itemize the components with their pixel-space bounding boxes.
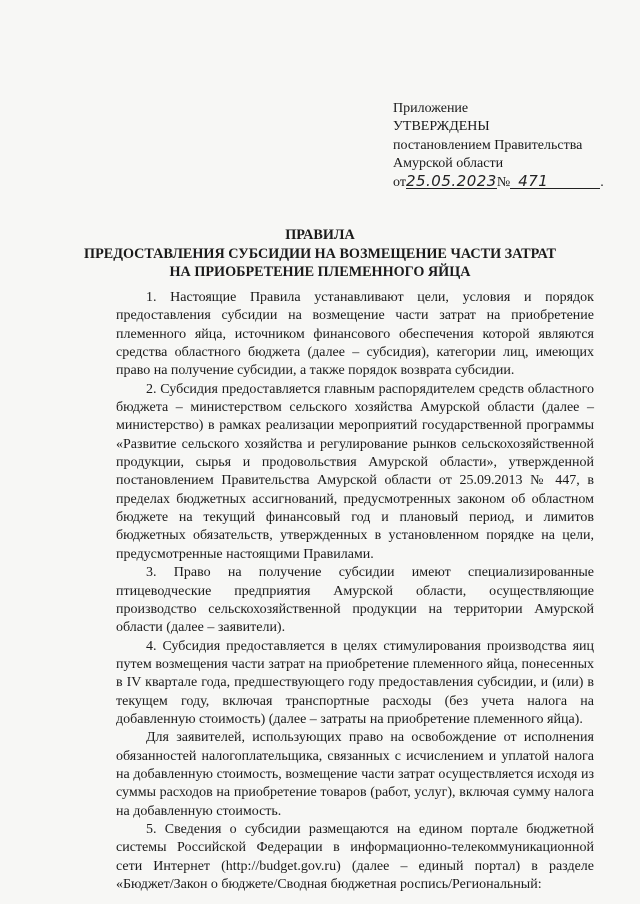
handwritten-date: 25.05.2023 [405,171,497,190]
date-number-line [393,171,623,192]
handwritten-number: 471 [510,174,600,189]
document-heading [40,226,600,282]
trailing-dot: . [600,174,604,190]
document-subtitle-line1: ПРЕДОСТАВЛЕНИЯ СУБСИДИИ НА ВОЗМЕЩЕНИЕ ЧАСТИ ЗАТРАТ [84,245,556,262]
document-subtitle-line2: НА ПРИОБРЕТЕНИЕ ПЛЕМЕННОГО ЯЙЦА [169,264,471,281]
approved-label: УТВЕРЖДЕНЫ [393,119,490,135]
number-label: № [496,174,511,190]
approved-by-line: постановлением Правительства [393,137,583,153]
appendix-label: Приложение [393,101,469,116]
paragraph-4-continued: Для заявителей, использующих право на освобождение от исполнения обязанностей налогоплательщика, связанных с исчислением и уплатой налога на добавленную стоимость, возмещение части затрат осуществляется исходя из суммы расходов на приобретение товаров (работ, услуг), включая сумму налога на добавленную стоимость. [116,730,594,819]
document-body [116,289,594,894]
paragraph-3: 3. Право на получение субсидии имеют специализированные птицеводческие предприятия Амурской области, осуществляющие производство сельскохозяйственной продукции на территории Амурской области (далее – заявители). [116,565,594,636]
document-title: ПРАВИЛА [285,227,355,243]
paragraph-1: 1. Настоящие Правила устанавливают цели, условия и порядок предоставления субсидии на возмещение части затрат на приобретение племенного яйца, источником финансового обеспечения которой являются средства областного бюджета (далее – субсидия), категории лиц, имеющих право на получение субсидии, а также порядок возврата субсидии. [116,290,594,379]
paragraph-2: 2. Субсидия предоставляется главным распорядителем средств областного бюджета – министерством сельского хозяйства Амурской области (далее – министерство) в рамках реализации мероприятий государственной программы «Развитие сельского хозяйства и регулирование рынков сельскохозяйственной продукции, сырья и продовольствия Амурской области», утвержденной постановлением Правительства Амурской области от 25.09.2013 № 447, в пределах бюджетных ассигнований, предусмотренных законом об областном бюджете на текущий финансовый год и плановый период, и лимитов бюджетных обязательств, утвержденных в установленном порядке на цели, предусмотренные настоящими Правилами. [116,381,594,562]
approval-block [393,100,623,192]
region-line: Амурской области [393,156,504,172]
from-label: от [393,174,406,190]
paragraph-5: 5. Сведения о субсидии размещаются на едином портале бюджетной системы Российской Федерации в информационно-телекоммуникационной сети Интернет (http://budget.gov.ru) (далее – единый портал) в разделе «Бюджет/Закон о бюджете/Сводная бюджетная роспись/Региональный: [116,821,594,892]
paragraph-4: 4. Субсидия предоставляется в целях стимулирования производства яиц путем возмещения части затрат на приобретение племенного яйца, понесенных в IV квартале года, предшествующего году предоставления субсидии, и (или) в текущем году, включая транспортные расходы (без учета налога на добавленную стоимость) (далее – затраты на приобретение племенного яйца). [116,638,594,727]
